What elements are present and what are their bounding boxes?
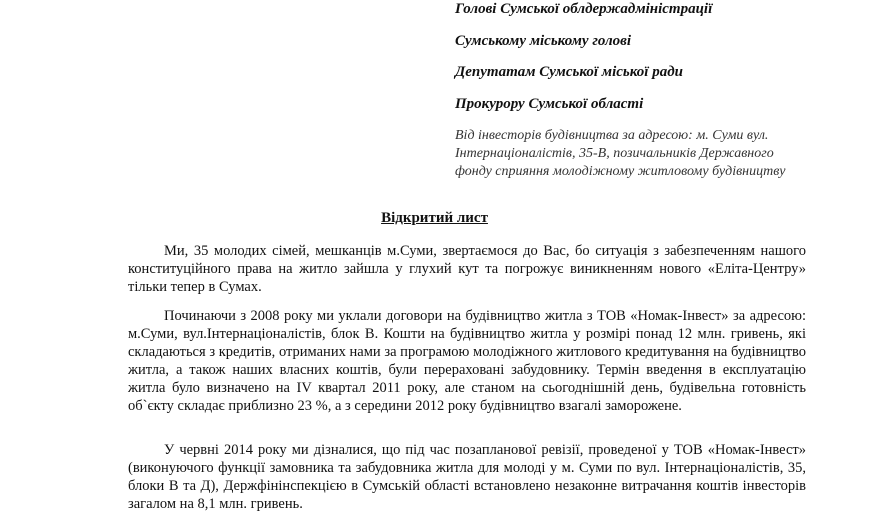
addressee-governor: Голові Сумської облдержадміністрації [455,1,713,17]
paragraph-audit: У червні 2014 року ми дізналися, що під час позапланової ревізії, проведеної у ТОВ «Номак-Інвест» (виконуючого функції замовника та забудовника житла для молоді у м. Суми по вул. Інтернаціоналістів, 35, блоки В та Д), Держфінінспекцією в Сумській області встановлено незаконне витрачання коштів інвесторів загалом на 8,1 млн. гривень. [128,442,806,512]
paragraph-intro: Ми, 35 молодих сімей, мешканців м.Суми, звертаємося до Вас, бо ситуація з забезпеченням нашого конституційного права на житло зайшла у глухий кут та погрожує виникненням нового «Еліта-Центру» тільки тепер в Сумах. [128,243,806,295]
addressee-deputies: Депутатам Сумської міської ради [455,64,683,80]
paragraph-contracts: Починаючи з 2008 року ми уклали договори на будівництво житла з ТОВ «Номак-Інвест» за адресою: м.Суми, вул.Інтернаціоналістів, блок В. Кошти на будівництво житла у розмірі понад 12 млн. гривень, які складаються з кредитів, отриманих нами за програмою молодіжного житлового кредитування на будівництво житла, а також наших власних коштів, були перераховані забудовнику. Термін введення в експлуатацію житла було визначено на IV квартал 2011 року, але станом на сьогоднішній день, будівельна готовність об`єкту складає приблизно 23 %, а з середини 2012 року будівництво взагалі заморожене. [128,308,806,414]
letter-title: Відкритий лист [381,210,488,226]
sender-block: Від інвесторів будівництва за адресою: м. Суми вул. Інтернаціоналістів, 35-В, позичальників Державного фонду сприяння молодіжному житловому будівництву [455,128,786,179]
addressee-prosecutor: Прокурору Сумської області [455,96,644,112]
addressee-mayor: Сумському міському голові [455,33,632,49]
